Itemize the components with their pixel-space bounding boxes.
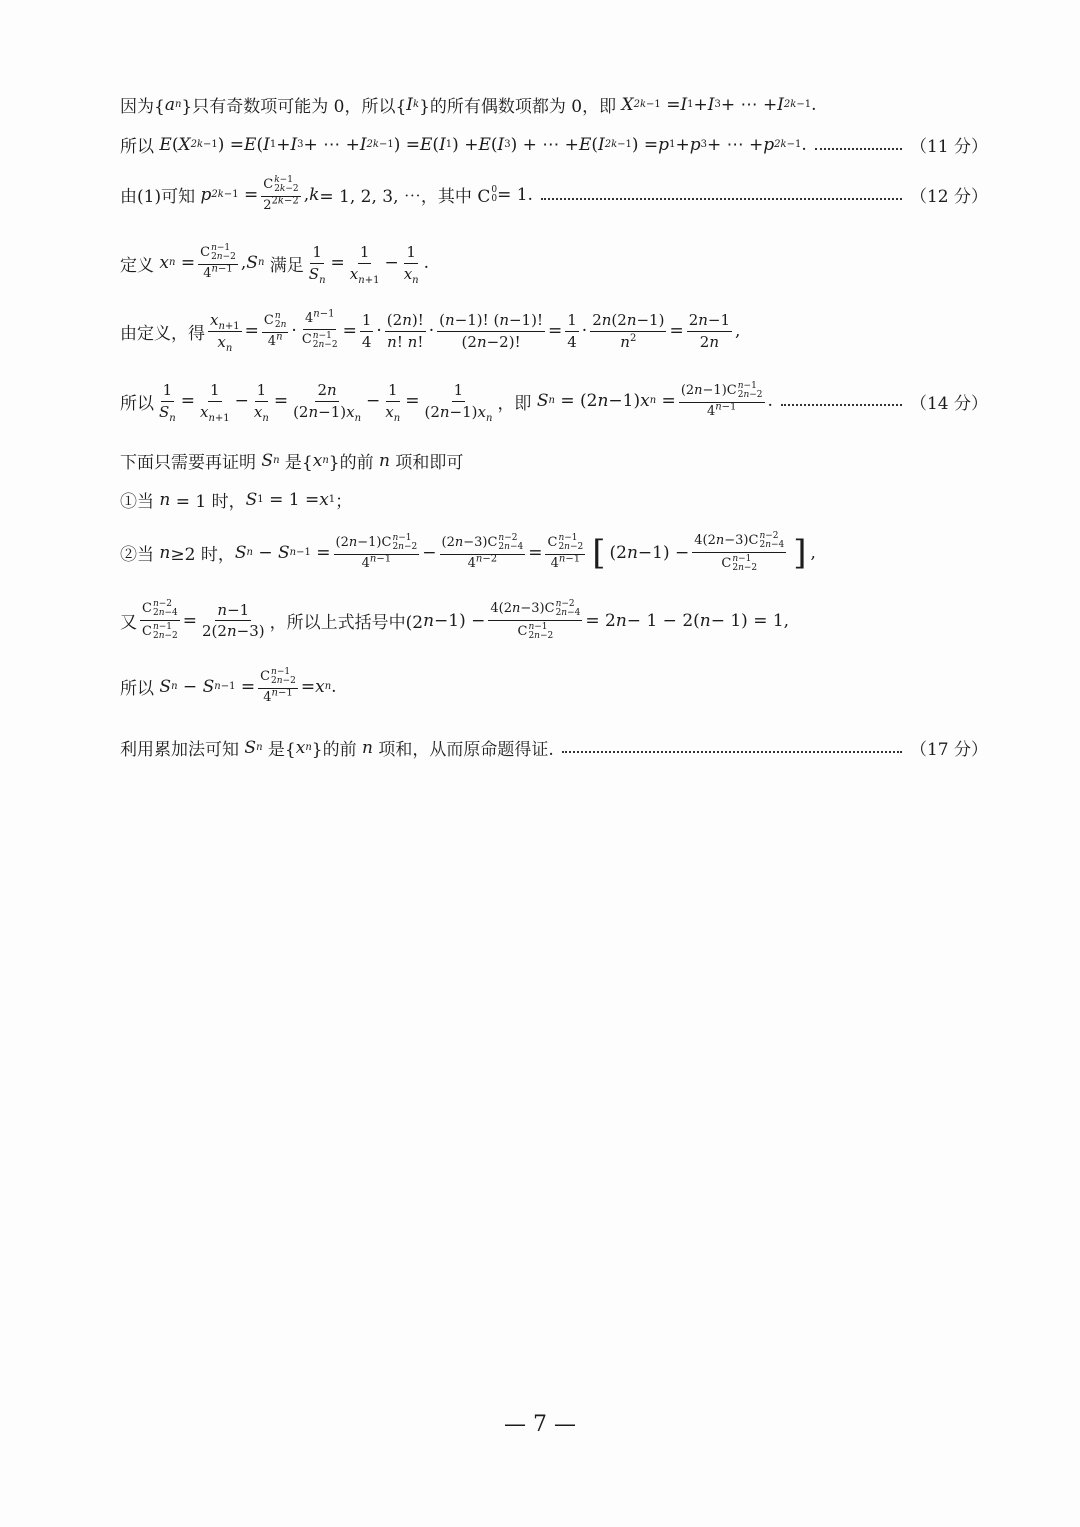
fraction: $\frac{1}{4}$ (361, 311, 372, 351)
fraction: $\frac{1}{x_n}$ (403, 243, 419, 286)
fraction: $\frac{1}{x_{n+1}}$ (349, 243, 380, 286)
proof-line-3 (120, 176, 988, 213)
fraction: $\frac{1}{x_{n+1}}$ (199, 381, 230, 424)
fraction: (2n−3)C n−2 2n−4 $4^{n-2}$ (441, 532, 524, 571)
score-label: （12 分） (909, 187, 988, 208)
line-content: 所以 $\frac{1}{S_n}$ = $\frac{1}{x_{n+1}}$ − $\frac{1}{x_n}$ = $\frac{2n}{(2n-1)x_n}$ − $\frac{1}{x_n}$ = $\frac{1}{(2n-1)x_n}$ ，即 S n = (2 n −1) x n = (2n−1)C n−1 2n−2 $4^{n-1}$ . (120, 381, 773, 424)
fraction: $\frac{1}{4}$ (567, 311, 577, 351)
fraction: (2n−1)C n−1 2n−2 $4^{n-1}$ (335, 532, 418, 571)
proof-line-1 (120, 92, 988, 117)
line-content: 利用累加法可知 S n 是{ x n }的前 n 项和，从而原命题得证. (120, 737, 554, 760)
line-content: 因为{ a n }只有奇数项可能为 0，所以{ I k }的所有偶数项都为 0，即 X 2k−1 = I 1 + I 3 + ⋯ + I 2k−1 . (120, 94, 817, 117)
score-label: （17 分） (909, 740, 988, 760)
score-label: （14 分） (909, 393, 988, 414)
fraction: $\frac{n-1}{2(2n-3)}$ (202, 600, 265, 640)
line-content: ①当 n = 1 时， S 1 = 1 = x 1 ； (120, 489, 353, 512)
fraction: $\frac{x_{n+1}}{x_n}$ (210, 311, 240, 354)
fraction: C n−1 2n−2 $4^{n-1}$ (260, 667, 296, 705)
dot-leader (815, 148, 902, 150)
dot-leader (541, 198, 902, 200)
line-content: ②当 n ≥2 时， S n − S n−1 = (2n−1)C n−1 2n−2 $4^{n-1}$ − (2n−3)C n−2 2n−4 $4^{n-2}$ = C n−1 2n−2 $4^{n-1}$ [ (2 n −1) − 4(2n−3)C n−2 2n−4 C n−1 2n−2 ] , (120, 531, 816, 573)
fraction: C n−1 2n−2 $4^{n-1}$ (547, 532, 584, 571)
fraction: $\frac{1}{(2n-1)x_n}$ (424, 381, 493, 424)
fraction: C k−1 2k−2 $2^{2k-2}$ (263, 175, 299, 213)
fraction: $\frac{1}{S_n}$ (159, 381, 176, 424)
line-content: 由定义，得 $\frac{x_{n+1}}{x_n}$ = C n 2n 4$^n$ · $4^{n-1}$ C n−1 2n−2 = $\frac{1}{4}$ · $\frac{(2n)!}{n! n!}$ · $\frac{(n-1)! (n-1)!}{(2n-2)!}$ = $\frac{1}{4}$ · $\frac{2n(2n-1)}{n^2}$ = $\frac{2n-1}{2n}$ , (120, 309, 741, 354)
proof-line-2 (120, 132, 988, 157)
proof-line-11 (120, 668, 988, 705)
fraction: $\frac{(n-1)! (n-1)!}{(2n-2)!}$ (439, 311, 543, 351)
fraction: (2n−1)C n−1 2n−2 $4^{n-1}$ (680, 381, 763, 420)
proof-line-6 (120, 381, 988, 424)
line-content: 所以 E ( X 2k−1 ) = E ( I 1 + I 3 + ⋯ + I 2k−1 ) = E ( I 1 ) + E ( I 3 ) + ⋯ + E ( I 2k−1 ) = p 1 + p 3 + ⋯ + p 2k−1 . (120, 134, 807, 157)
fraction: $\frac{2n}{(2n-1)x_n}$ (293, 381, 362, 424)
fraction: C n−1 2n−2 $4^{n-1}$ (200, 243, 236, 282)
proof-line-5 (120, 309, 988, 354)
fraction: $\frac{(2n)!}{n! n!}$ (386, 311, 424, 351)
proof-line-12 (120, 735, 988, 760)
proof-line-9 (120, 532, 988, 573)
fraction: $\frac{2n-1}{2n}$ (688, 311, 731, 351)
fraction: $\frac{1}{x_n}$ (385, 381, 401, 424)
fraction: C n 2n 4$^n$ (263, 311, 287, 350)
fraction: $4^{n-1}$ C n−1 2n−2 (301, 309, 338, 350)
dot-leader (562, 751, 902, 753)
fraction: $\frac{1}{S_n}$ (308, 243, 326, 286)
line-content: 下面只需要再证明 S n 是{ x n }的前 n 项和即可 (120, 450, 464, 473)
proof-line-10 (120, 600, 988, 641)
line-content: 又 C n−2 2n−4 C n−1 2n−2 = $\frac{n-1}{2(2n-3)}$ ，所以上式括号中(2 n −1) − 4(2n−3)C n−2 2n−4 C n−1 2n−2 = 2 n − 1 − 2( n − 1) = 1, (120, 599, 790, 641)
fraction: $\frac{2n(2n-1)}{n^2}$ (592, 311, 665, 351)
line-content: 定义 x n = C n−1 2n−2 $4^{n-1}$ , S n 满足 $\frac{1}{S_n}$ = $\frac{1}{x_{n+1}}$ − $\frac{1}{x_n}$ . (120, 243, 430, 286)
proof-line-4 (120, 243, 988, 286)
line-content: 由(1)可知 p 2k−1 = C k−1 2k−2 $2^{2k-2}$ , k = 1, 2, 3, ⋯，其中 C 0 0 = 1. (120, 175, 533, 213)
page-number: — 7 — (504, 1412, 576, 1437)
fraction: 4(2n−3)C n−2 2n−4 C n−1 2n−2 (694, 531, 785, 573)
line-content: 所以 S n − S n−1 = C n−1 2n−2 $4^{n-1}$ = x n . (120, 667, 337, 705)
score-label: （11 分） (909, 137, 988, 157)
fraction: 4(2n−3)C n−2 2n−4 C n−1 2n−2 (490, 599, 581, 641)
fraction: $\frac{1}{x_n}$ (253, 381, 269, 424)
fraction: C n−2 2n−4 C n−1 2n−2 (142, 599, 178, 641)
proof-line-8 (120, 487, 988, 512)
dot-leader (781, 404, 902, 406)
proof-line-7 (120, 448, 988, 473)
